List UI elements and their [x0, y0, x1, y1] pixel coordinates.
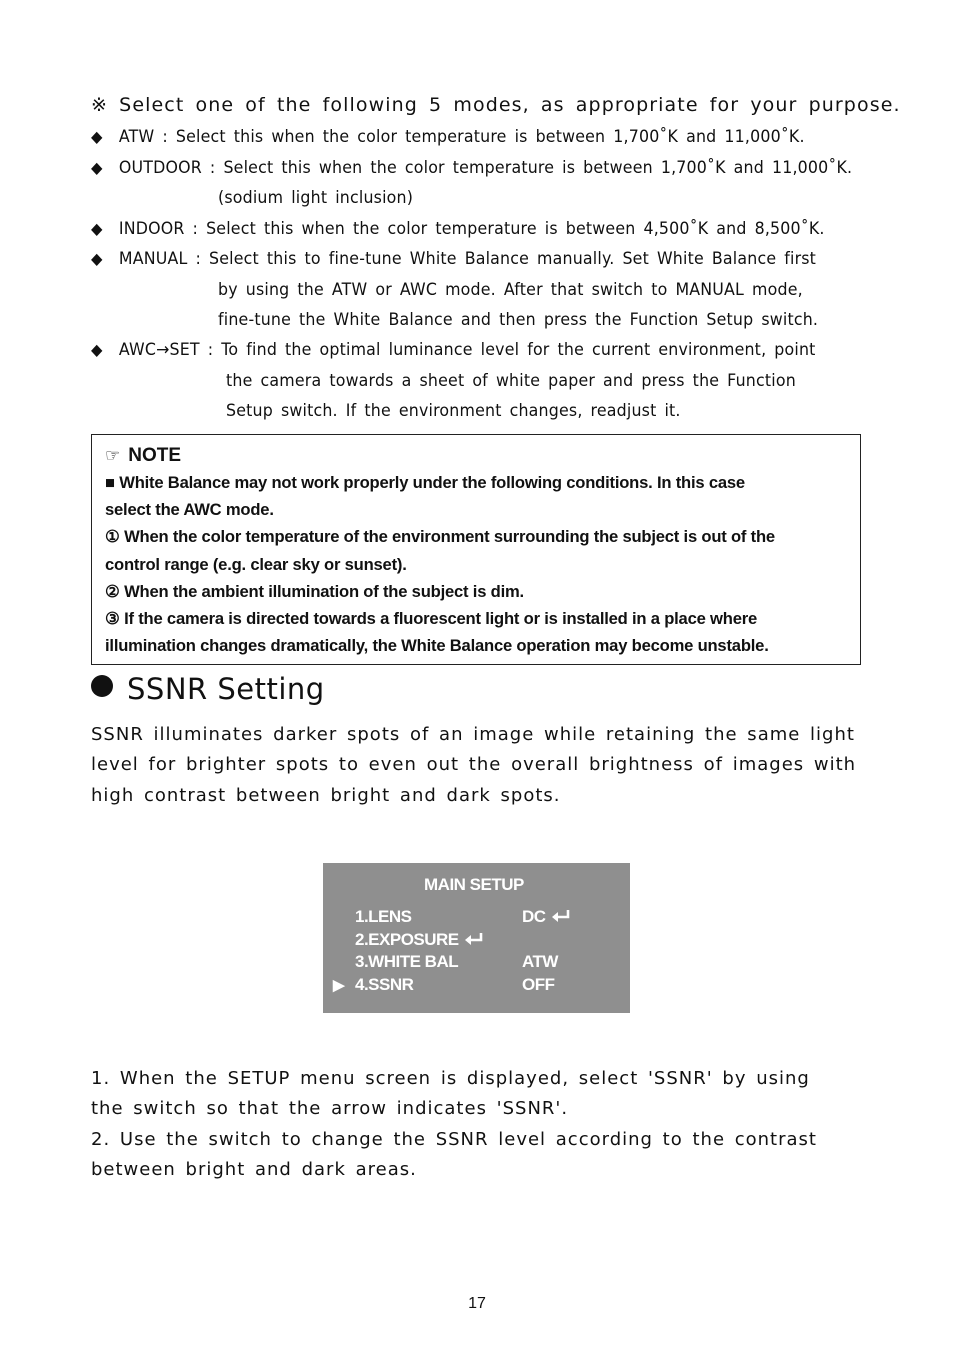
mode-line: MANUAL : Select this to fine-tune White Balance manually. Set White Balance first [118, 249, 817, 269]
step-line: between bright and dark areas. [91, 1158, 417, 1180]
osd-item-value: DC [522, 907, 546, 926]
note-line: ② When the ambient illumination of the subject is dim. [105, 581, 524, 601]
mode-awc-continuation: Setup switch. If the environment changes, readjust it. [226, 401, 681, 421]
step-line: 2. Use the switch to change the SSNR level according to the contrast [91, 1128, 817, 1150]
note-heading [105, 445, 181, 467]
diamond-bullet-icon: ◆ [91, 340, 103, 359]
description-line: SSNR illuminates darker spots of an image while retaining the same light [91, 724, 855, 745]
note-line: ① When the color temperature of the environment surrounding the subject is out of the [105, 527, 775, 547]
section-title-text: SSNR Setting [127, 672, 325, 706]
mode-manual-continuation: fine-tune the White Balance and then press the Function Setup switch. [218, 310, 819, 330]
filled-circle-bullet-icon [91, 675, 113, 697]
mode-indoor [91, 214, 825, 245]
note-body [105, 469, 850, 659]
note-line: control range (e.g. clear sky or sunset). [105, 554, 407, 574]
section-title [91, 672, 325, 706]
osd-item-ssnr-value: OFF [522, 975, 555, 994]
mode-line: ATW : Select this when the color temperature is between 1,700˚K and 11,000˚K. [118, 127, 805, 147]
mode-awc-continuation: the camera towards a sheet of white paper and press the Function [226, 371, 796, 391]
diamond-bullet-icon: ◆ [91, 158, 103, 177]
enter-return-icon [464, 931, 484, 945]
steps [91, 1064, 817, 1185]
osd-main-setup-menu [323, 863, 630, 1013]
mode-manual-continuation: by using the ATW or AWC mode. After that switch to MANUAL mode, [218, 280, 803, 300]
osd-item-white-bal [355, 952, 458, 972]
osd-item-label: 4.SSNR [355, 975, 414, 994]
note-line: illumination changes dramatically, the White Balance operation may become unstable. [105, 636, 769, 656]
mode-line: OUTDOOR : Select this when the color temperature is between 1,700˚K and 11,000˚K. [118, 158, 853, 178]
mode-outdoor [91, 153, 852, 184]
cursor-arrow-icon: ▶ [333, 977, 345, 994]
osd-item-lens-value [522, 907, 571, 927]
diamond-bullet-icon: ◆ [91, 249, 103, 268]
enter-return-icon [551, 908, 571, 922]
note-box [91, 434, 861, 665]
note-line: ■ White Balance may not work properly under the following conditions. In this case [105, 473, 745, 492]
note-line: ③ If the camera is directed towards a fluorescent light or is installed in a place where [105, 609, 758, 629]
description-line: level for brighter spots to even out the overall brightness of images with [91, 754, 857, 776]
osd-item-ssnr [355, 975, 413, 995]
osd-item-label: 2.EXPOSURE [355, 930, 459, 949]
note-line: select the AWC mode. [105, 500, 274, 520]
page-number: 17 [468, 1295, 486, 1312]
osd-title: MAIN SETUP [424, 875, 524, 894]
intro-line: ※ Select one of the following 5 modes, as appropriate for your purpose. [91, 94, 901, 116]
pointing-hand-icon: ☞ [105, 446, 121, 465]
mode-line: INDOOR : Select this when the color temperature is between 4,500˚K and 8,500˚K. [118, 219, 825, 239]
description-line: high contrast between bright and dark spots. [91, 784, 561, 806]
section-description [91, 720, 856, 811]
note-title: NOTE [128, 445, 182, 466]
mode-outdoor-continuation: (sodium light inclusion) [218, 188, 414, 208]
osd-item-label: 3.WHITE BAL [355, 952, 459, 971]
step-line: the switch so that the arrow indicates 'SSNR'. [91, 1098, 569, 1120]
osd-item-white-bal-value: ATW [522, 952, 558, 971]
mode-atw [91, 122, 805, 153]
step-line: 1. When the SETUP menu screen is displayed, select 'SSNR' by using [91, 1068, 810, 1089]
diamond-bullet-icon: ◆ [91, 127, 103, 146]
mode-manual [91, 244, 816, 275]
osd-item-lens [355, 907, 412, 927]
mode-line: AWC→SET : To find the optimal luminance level for the current environment, point [118, 340, 816, 360]
osd-item-label: 1.LENS [355, 907, 412, 926]
mode-awc-set [91, 335, 816, 366]
diamond-bullet-icon: ◆ [91, 219, 103, 238]
osd-item-exposure [355, 930, 484, 950]
